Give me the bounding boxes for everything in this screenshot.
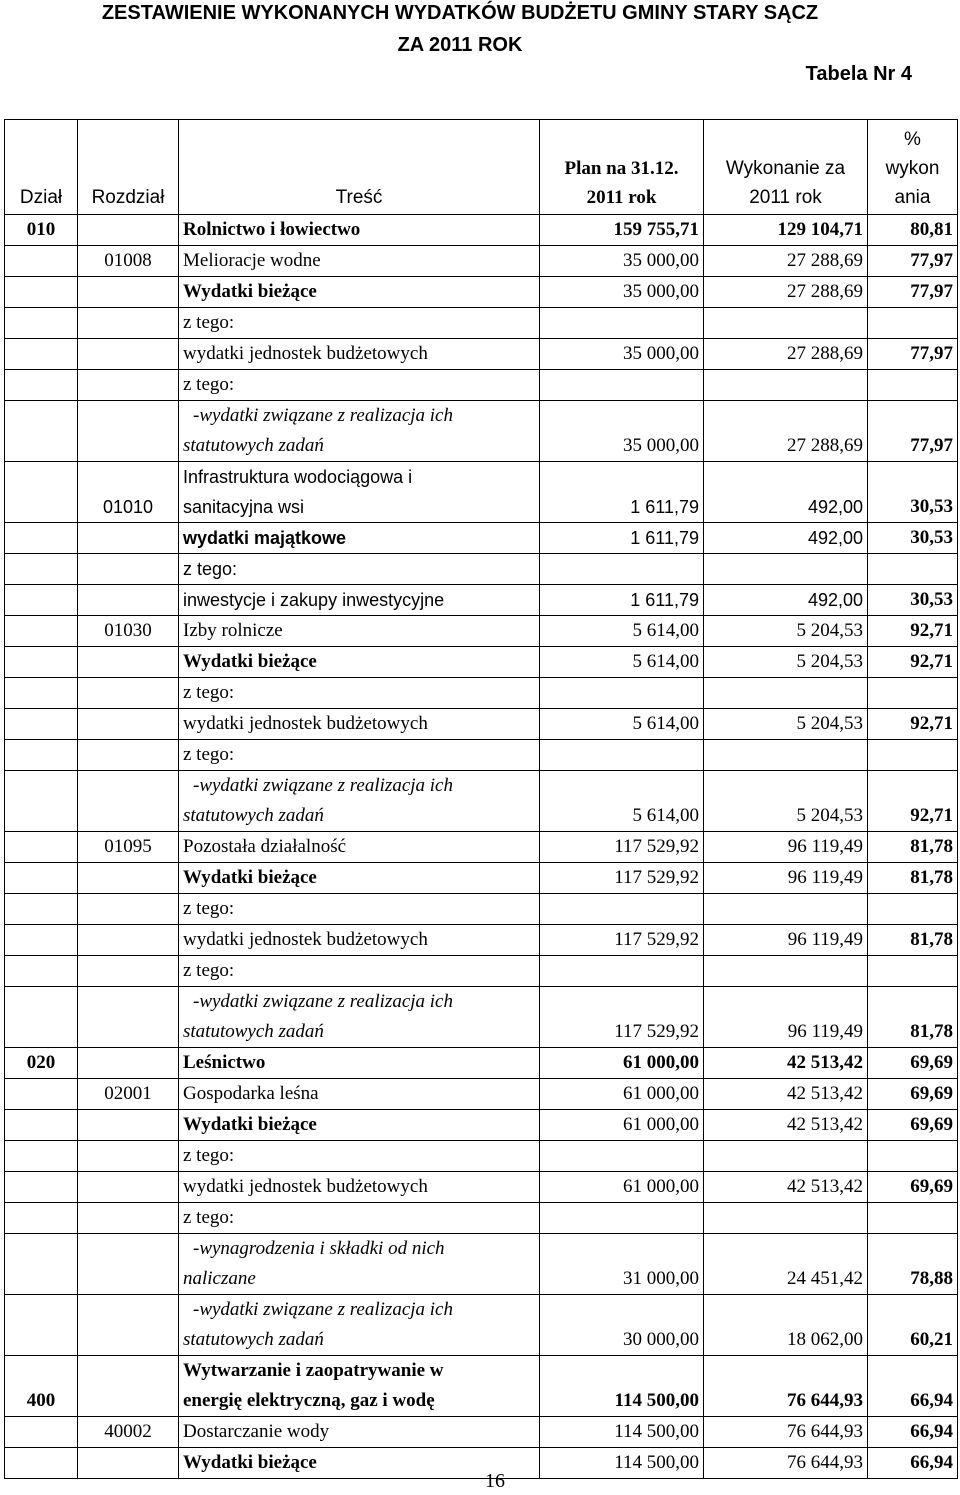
cell-dzial: [5, 401, 78, 462]
header-plan: [540, 120, 704, 215]
table-row: [5, 370, 958, 401]
cell-tresc: [179, 1234, 540, 1295]
cell-plan: 35 000,00: [540, 277, 704, 308]
cell-dzial: [5, 554, 78, 585]
cell-plan: 1 611,79: [540, 523, 704, 554]
header-wykonanie-line2: 2011 rok: [749, 187, 822, 208]
cell-plan: [540, 1141, 704, 1172]
tresc-line: z tego:: [183, 559, 238, 579]
tresc-line: inwestycje i zakupy inwestycyjne: [183, 590, 445, 610]
tresc-line: statutowych zadań: [183, 435, 324, 456]
header-tresc: Treść: [179, 120, 540, 215]
cell-tresc: [179, 616, 540, 647]
cell-dzial: [5, 863, 78, 894]
cell-plan: [540, 370, 704, 401]
cell-procent: [868, 956, 958, 987]
cell-procent: 77,97: [868, 339, 958, 370]
cell-tresc: [179, 925, 540, 956]
cell-plan: [540, 308, 704, 339]
cell-tresc: [179, 771, 540, 832]
cell-rozdzial: [78, 1234, 179, 1295]
cell-rozdzial: [78, 956, 179, 987]
table-row: [5, 925, 958, 956]
document-title: ZESTAWIENIE WYKONANYCH WYDATKÓW BUDŻETU GMINY STARY SĄCZ: [101, 2, 819, 24]
cell-wykonanie: 5 204,53: [704, 647, 868, 678]
cell-procent: 81,78: [868, 832, 958, 863]
cell-dzial: [5, 1110, 78, 1141]
cell-rozdzial: [78, 370, 179, 401]
cell-wykonanie: 42 513,42: [704, 1172, 868, 1203]
cell-dzial: [5, 523, 78, 554]
tresc-line: wydatki jednostek budżetowych: [183, 343, 428, 364]
table-row: [5, 894, 958, 925]
cell-dzial: [5, 1234, 78, 1295]
cell-procent: 66,94: [868, 1356, 958, 1417]
tresc-line: z tego:: [183, 374, 235, 395]
table-row: [5, 585, 958, 616]
cell-procent: 60,21: [868, 1295, 958, 1356]
cell-dzial: [5, 1172, 78, 1203]
cell-tresc: [179, 215, 540, 246]
cell-procent: [868, 370, 958, 401]
cell-procent: 80,81: [868, 215, 958, 246]
cell-tresc: [179, 339, 540, 370]
cell-tresc: [179, 585, 540, 616]
cell-wykonanie: 27 288,69: [704, 339, 868, 370]
cell-procent: 69,69: [868, 1079, 958, 1110]
cell-dzial: [5, 277, 78, 308]
cell-tresc: [179, 1356, 540, 1417]
cell-plan: 114 500,00: [540, 1356, 704, 1417]
table-row: [5, 647, 958, 678]
cell-rozdzial: 02001: [78, 1079, 179, 1110]
cell-tresc: [179, 1203, 540, 1234]
cell-dzial: [5, 1141, 78, 1172]
cell-plan: 117 529,92: [540, 925, 704, 956]
cell-rozdzial: [78, 308, 179, 339]
cell-dzial: [5, 616, 78, 647]
cell-wykonanie: 76 644,93: [704, 1356, 868, 1417]
tresc-line: wydatki jednostek budżetowych: [183, 713, 428, 734]
cell-plan: 117 529,92: [540, 863, 704, 894]
cell-rozdzial: [78, 771, 179, 832]
cell-plan: [540, 740, 704, 771]
table-row: [5, 277, 958, 308]
cell-rozdzial: 01008: [78, 246, 179, 277]
cell-procent: [868, 894, 958, 925]
cell-plan: 35 000,00: [540, 401, 704, 462]
cell-dzial: [5, 709, 78, 740]
cell-procent: [868, 1203, 958, 1234]
cell-wykonanie: 42 513,42: [704, 1048, 868, 1079]
cell-plan: 35 000,00: [540, 246, 704, 277]
cell-tresc: [179, 277, 540, 308]
cell-plan: 114 500,00: [540, 1417, 704, 1448]
header-plan-line2: 2011 rok: [586, 187, 657, 208]
cell-wykonanie: 76 644,93: [704, 1448, 868, 1479]
cell-dzial: 010: [5, 215, 78, 246]
cell-rozdzial: [78, 339, 179, 370]
cell-plan: 31 000,00: [540, 1234, 704, 1295]
header-dzial: Dział: [5, 120, 78, 215]
tresc-line: Wydatki bieżące: [183, 1452, 317, 1473]
tresc-line: Wydatki bieżące: [183, 651, 317, 672]
tresc-line: z tego:: [183, 1145, 235, 1166]
cell-wykonanie: [704, 956, 868, 987]
tresc-line: Leśnictwo: [183, 1052, 266, 1073]
cell-tresc: [179, 1110, 540, 1141]
cell-rozdzial: [78, 1203, 179, 1234]
document-subtitle: ZA 2011 ROK: [397, 34, 523, 56]
cell-rozdzial: [78, 709, 179, 740]
cell-dzial: [5, 1203, 78, 1234]
table-row: [5, 1295, 958, 1356]
tresc-line: Gospodarka leśna: [183, 1083, 319, 1104]
cell-procent: 78,88: [868, 1234, 958, 1295]
cell-rozdzial: [78, 987, 179, 1048]
cell-wykonanie: 129 104,71: [704, 215, 868, 246]
cell-wykonanie: [704, 308, 868, 339]
table-header-row: [5, 120, 958, 215]
cell-procent: 77,97: [868, 401, 958, 462]
cell-wykonanie: [704, 1141, 868, 1172]
cell-wykonanie: 5 204,53: [704, 616, 868, 647]
cell-plan: 61 000,00: [540, 1079, 704, 1110]
cell-wykonanie: 27 288,69: [704, 246, 868, 277]
cell-tresc: [179, 462, 540, 523]
cell-wykonanie: [704, 370, 868, 401]
cell-dzial: [5, 1417, 78, 1448]
cell-wykonanie: 27 288,69: [704, 401, 868, 462]
cell-rozdzial: [78, 215, 179, 246]
cell-procent: 66,94: [868, 1448, 958, 1479]
cell-plan: [540, 554, 704, 585]
cell-wykonanie: 492,00: [704, 523, 868, 554]
tresc-line: Pozostała działalność: [183, 836, 347, 857]
tresc-line: Infrastruktura wodociągowa i: [183, 467, 413, 487]
header-rozdzial: Rozdział: [78, 120, 179, 215]
cell-tresc: [179, 1295, 540, 1356]
cell-rozdzial: 40002: [78, 1417, 179, 1448]
cell-tresc: [179, 1172, 540, 1203]
table-row: [5, 308, 958, 339]
cell-wykonanie: 96 119,49: [704, 925, 868, 956]
cell-rozdzial: [78, 1048, 179, 1079]
cell-plan: [540, 894, 704, 925]
cell-dzial: [5, 462, 78, 523]
cell-tresc: [179, 740, 540, 771]
cell-procent: 66,94: [868, 1417, 958, 1448]
cell-procent: [868, 740, 958, 771]
cell-tresc: [179, 1079, 540, 1110]
table-row: [5, 462, 958, 523]
tresc-line: statutowych zadań: [183, 805, 324, 826]
header-procent: [868, 120, 958, 215]
cell-tresc: [179, 987, 540, 1048]
cell-procent: 69,69: [868, 1110, 958, 1141]
cell-rozdzial: [78, 678, 179, 709]
cell-wykonanie: [704, 894, 868, 925]
tresc-line: -wydatki związane z realizacja ich: [193, 991, 453, 1012]
cell-procent: 92,71: [868, 647, 958, 678]
table-row: [5, 616, 958, 647]
cell-rozdzial: [78, 277, 179, 308]
expenditure-table: [4, 119, 958, 1479]
cell-dzial: 020: [5, 1048, 78, 1079]
cell-procent: 77,97: [868, 277, 958, 308]
table-row: [5, 1203, 958, 1234]
cell-wykonanie: 5 204,53: [704, 771, 868, 832]
cell-dzial: [5, 647, 78, 678]
cell-dzial: 400: [5, 1356, 78, 1417]
cell-wykonanie: 18 062,00: [704, 1295, 868, 1356]
tresc-line: statutowych zadań: [183, 1021, 324, 1042]
cell-tresc: [179, 647, 540, 678]
table-row: [5, 956, 958, 987]
cell-procent: [868, 678, 958, 709]
cell-tresc: [179, 523, 540, 554]
cell-plan: 61 000,00: [540, 1110, 704, 1141]
cell-wykonanie: 76 644,93: [704, 1417, 868, 1448]
tresc-line: wydatki jednostek budżetowych: [183, 929, 428, 950]
cell-plan: 1 611,79: [540, 462, 704, 523]
cell-dzial: [5, 308, 78, 339]
tresc-line: energię elektryczną, gaz i wodę: [183, 1390, 435, 1411]
tresc-line: z tego:: [183, 960, 235, 981]
cell-procent: 92,71: [868, 709, 958, 740]
cell-wykonanie: 492,00: [704, 462, 868, 523]
cell-wykonanie: 42 513,42: [704, 1110, 868, 1141]
cell-procent: 69,69: [868, 1172, 958, 1203]
cell-dzial: [5, 1079, 78, 1110]
cell-rozdzial: 01030: [78, 616, 179, 647]
cell-procent: 81,78: [868, 925, 958, 956]
table-row: [5, 709, 958, 740]
cell-dzial: [5, 956, 78, 987]
tresc-line: wydatki jednostek budżetowych: [183, 1176, 428, 1197]
cell-wykonanie: 27 288,69: [704, 277, 868, 308]
cell-wykonanie: 5 204,53: [704, 709, 868, 740]
tresc-line: Melioracje wodne: [183, 250, 321, 271]
tresc-line: statutowych zadań: [183, 1329, 324, 1350]
cell-rozdzial: [78, 1110, 179, 1141]
cell-procent: [868, 1141, 958, 1172]
cell-tresc: [179, 956, 540, 987]
table-row: [5, 678, 958, 709]
cell-rozdzial: [78, 1141, 179, 1172]
header-plan-line1: Plan na 31.12.: [564, 158, 679, 179]
cell-wykonanie: [704, 678, 868, 709]
tresc-line: Rolnictwo i łowiectwo: [183, 219, 361, 240]
cell-tresc: [179, 554, 540, 585]
cell-tresc: [179, 401, 540, 462]
page-number: 16: [485, 1470, 505, 1492]
cell-rozdzial: [78, 1295, 179, 1356]
cell-wykonanie: 96 119,49: [704, 832, 868, 863]
table-row: [5, 339, 958, 370]
cell-plan: 1 611,79: [540, 585, 704, 616]
cell-rozdzial: [78, 925, 179, 956]
cell-dzial: [5, 925, 78, 956]
cell-tresc: [179, 1417, 540, 1448]
cell-plan: [540, 1203, 704, 1234]
cell-procent: 69,69: [868, 1048, 958, 1079]
cell-procent: 81,78: [868, 987, 958, 1048]
cell-procent: 81,78: [868, 863, 958, 894]
cell-procent: 77,97: [868, 246, 958, 277]
cell-dzial: [5, 740, 78, 771]
table-row: [5, 771, 958, 832]
cell-procent: [868, 554, 958, 585]
tresc-line: -wynagrodzenia i składki od nich: [193, 1238, 445, 1259]
cell-wykonanie: [704, 740, 868, 771]
cell-plan: 35 000,00: [540, 339, 704, 370]
cell-procent: 30,53: [868, 585, 958, 616]
cell-tresc: [179, 832, 540, 863]
cell-rozdzial: [78, 894, 179, 925]
cell-procent: 30,53: [868, 523, 958, 554]
cell-plan: 117 529,92: [540, 832, 704, 863]
cell-plan: [540, 678, 704, 709]
header-procent-line1: %: [904, 129, 921, 150]
tresc-line: Dostarczanie wody: [183, 1421, 330, 1442]
cell-tresc: [179, 1141, 540, 1172]
cell-dzial: [5, 1295, 78, 1356]
table-row: [5, 523, 958, 554]
tresc-line: -wydatki związane z realizacja ich: [193, 405, 453, 426]
header-procent-line3: ania: [894, 187, 931, 208]
table-row: [5, 863, 958, 894]
table-row: [5, 740, 958, 771]
cell-tresc: [179, 709, 540, 740]
cell-dzial: [5, 678, 78, 709]
cell-plan: 5 614,00: [540, 647, 704, 678]
table-row: [5, 401, 958, 462]
tresc-line: wydatki majątkowe: [183, 528, 347, 548]
cell-rozdzial: [78, 401, 179, 462]
tresc-line: -wydatki związane z realizacja ich: [193, 775, 453, 796]
cell-tresc: [179, 894, 540, 925]
tresc-line: Wytwarzanie i zaopatrywanie w: [183, 1360, 444, 1381]
cell-rozdzial: [78, 585, 179, 616]
cell-rozdzial: [78, 863, 179, 894]
cell-wykonanie: [704, 1203, 868, 1234]
cell-plan: 5 614,00: [540, 616, 704, 647]
tresc-line: z tego:: [183, 744, 235, 765]
tresc-line: Wydatki bieżące: [183, 867, 317, 888]
cell-rozdzial: [78, 1172, 179, 1203]
cell-tresc: [179, 863, 540, 894]
table-row: [5, 215, 958, 246]
cell-plan: 5 614,00: [540, 771, 704, 832]
table-row: [5, 246, 958, 277]
cell-dzial: [5, 339, 78, 370]
table-row: [5, 1417, 958, 1448]
cell-plan: 5 614,00: [540, 709, 704, 740]
tresc-line: sanitacyjna wsi: [183, 497, 305, 517]
table-row: [5, 1234, 958, 1295]
table-row: [5, 1048, 958, 1079]
cell-rozdzial: [78, 523, 179, 554]
table-row: [5, 1079, 958, 1110]
table-row: [5, 1110, 958, 1141]
cell-wykonanie: 24 451,42: [704, 1234, 868, 1295]
cell-dzial: [5, 832, 78, 863]
cell-tresc: [179, 1048, 540, 1079]
table-row: [5, 554, 958, 585]
tresc-line: Wydatki bieżące: [183, 1114, 317, 1135]
cell-tresc: [179, 370, 540, 401]
tresc-line: z tego:: [183, 898, 235, 919]
cell-rozdzial: [78, 647, 179, 678]
tresc-line: naliczane: [183, 1268, 256, 1289]
cell-tresc: [179, 678, 540, 709]
cell-wykonanie: 96 119,49: [704, 863, 868, 894]
table-row: [5, 1141, 958, 1172]
cell-dzial: [5, 987, 78, 1048]
tresc-line: Izby rolnicze: [183, 620, 283, 641]
cell-rozdzial: 01010: [78, 462, 179, 523]
tresc-line: Wydatki bieżące: [183, 281, 317, 302]
cell-plan: 159 755,71: [540, 215, 704, 246]
tresc-line: -wydatki związane z realizacja ich: [193, 1299, 453, 1320]
header-procent-line2: wykon: [885, 158, 940, 179]
cell-dzial: [5, 370, 78, 401]
cell-procent: 30,53: [868, 462, 958, 523]
header-wykonanie-line1: Wykonanie za: [725, 158, 846, 179]
tresc-line: z tego:: [183, 682, 235, 703]
cell-procent: 92,71: [868, 771, 958, 832]
cell-plan: [540, 956, 704, 987]
table-row: [5, 1172, 958, 1203]
cell-plan: 61 000,00: [540, 1172, 704, 1203]
cell-procent: 92,71: [868, 616, 958, 647]
cell-procent: [868, 308, 958, 339]
cell-plan: 117 529,92: [540, 987, 704, 1048]
tresc-line: z tego:: [183, 1207, 235, 1228]
cell-tresc: [179, 246, 540, 277]
cell-rozdzial: [78, 740, 179, 771]
cell-wykonanie: [704, 554, 868, 585]
cell-wykonanie: 42 513,42: [704, 1079, 868, 1110]
cell-wykonanie: 96 119,49: [704, 987, 868, 1048]
cell-tresc: [179, 308, 540, 339]
cell-rozdzial: [78, 554, 179, 585]
table-row: [5, 832, 958, 863]
cell-dzial: [5, 246, 78, 277]
cell-dzial: [5, 894, 78, 925]
header-wykonanie: [704, 120, 868, 215]
cell-rozdzial: [78, 1356, 179, 1417]
cell-plan: 61 000,00: [540, 1048, 704, 1079]
table-row: [5, 1356, 958, 1417]
table-number: Tabela Nr 4: [805, 63, 912, 85]
cell-dzial: [5, 771, 78, 832]
cell-plan: 114 500,00: [540, 1448, 704, 1479]
tresc-line: z tego:: [183, 312, 235, 333]
cell-plan: 30 000,00: [540, 1295, 704, 1356]
cell-rozdzial: 01095: [78, 832, 179, 863]
table-row: [5, 987, 958, 1048]
cell-wykonanie: 492,00: [704, 585, 868, 616]
cell-dzial: [5, 585, 78, 616]
